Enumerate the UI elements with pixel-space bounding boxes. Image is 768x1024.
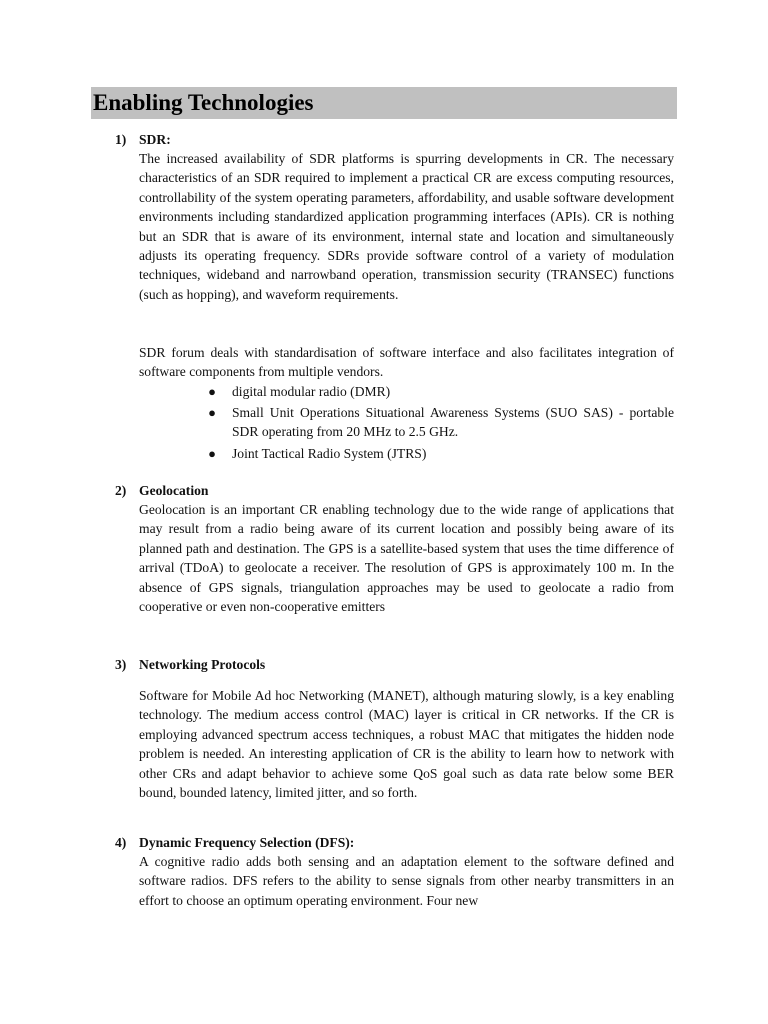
section-number: 1) xyxy=(115,132,127,147)
section-heading: SDR: xyxy=(139,132,171,147)
page-title: Enabling Technologies xyxy=(93,90,314,115)
bullet-item xyxy=(208,382,674,401)
paragraph: A cognitive radio adds both sensing and an adaptation element to the software defined and software radios. DFS refers to the ability to sense signals from other nearby transmitters in an effort to choose an optimum operating environment. Four new xyxy=(139,854,674,908)
bullet-text: digital modular radio (DMR) xyxy=(232,384,391,399)
paragraph: The increased availability of SDR platforms is spurring developments in CR. The necessary characteristics of an SDR required to implement a practical CR are excess computing resources, controllability of the system operating parameters, affordability, and usable software development environments including standardized application programming interfaces (APIs). CR is nothing but an SDR that is aware of its environment, internal state and location and simultaneously adjusts its operating frequency. SDRs provide software control of a variety of modulation techniques, wideband and narrowband operation, transmission security (TRANSEC) functions (such as hopping), and waveform requirements. xyxy=(139,151,674,302)
paragraph: SDR forum deals with standardisation of software interface and also facilitates integration of software components from multiple vendors. xyxy=(139,345,674,380)
section-heading: Dynamic Frequency Selection (DFS): xyxy=(139,835,355,850)
paragraph: Software for Mobile Ad hoc Networking (MANET), although maturing slowly, is a key enabling technology. The medium access control (MAC) layer is critical in CR networks. If the CR is employing advanced spectrum access techniques, a robust MAC that mitigates the hidden node problem is needed. An interesting application of CR is the ability to learn how to network with other CRs and adapt behavior to achieve some QoS goal such as data rate below some BER bound, bounded latency, limited jitter, and so forth. xyxy=(139,688,674,801)
bullet-item xyxy=(208,444,674,463)
section-heading: Networking Protocols xyxy=(139,657,266,672)
paragraph: Geolocation is an important CR enabling technology due to the wide range of applications that may result from a radio being aware of its current location and possibly being aware of its planned path and destination. The GPS is a satellite-based system that uses the time difference of arrival (TDoA) to geolocate a receiver. The resolution of GPS is approximately 100 m. In the absence of GPS signals, triangulation approaches may be used to geolocate a radio from cooperative or even non-cooperative emitters xyxy=(139,502,674,615)
title-bar xyxy=(91,87,677,119)
section-number: 4) xyxy=(115,835,127,850)
section-number: 2) xyxy=(115,483,127,498)
section-heading: Geolocation xyxy=(139,483,209,498)
bullet-icon: ● xyxy=(208,405,216,420)
bullet-icon: ● xyxy=(208,446,216,461)
section-number: 3) xyxy=(115,657,127,672)
bullet-item xyxy=(208,403,674,442)
bullet-text: Joint Tactical Radio System (JTRS) xyxy=(232,446,427,461)
bullet-text: Small Unit Operations Situational Awareness Systems (SUO SAS) - portable SDR operating from 20 MHz to 2.5 GHz. xyxy=(232,405,674,440)
bullet-icon: ● xyxy=(208,384,216,399)
